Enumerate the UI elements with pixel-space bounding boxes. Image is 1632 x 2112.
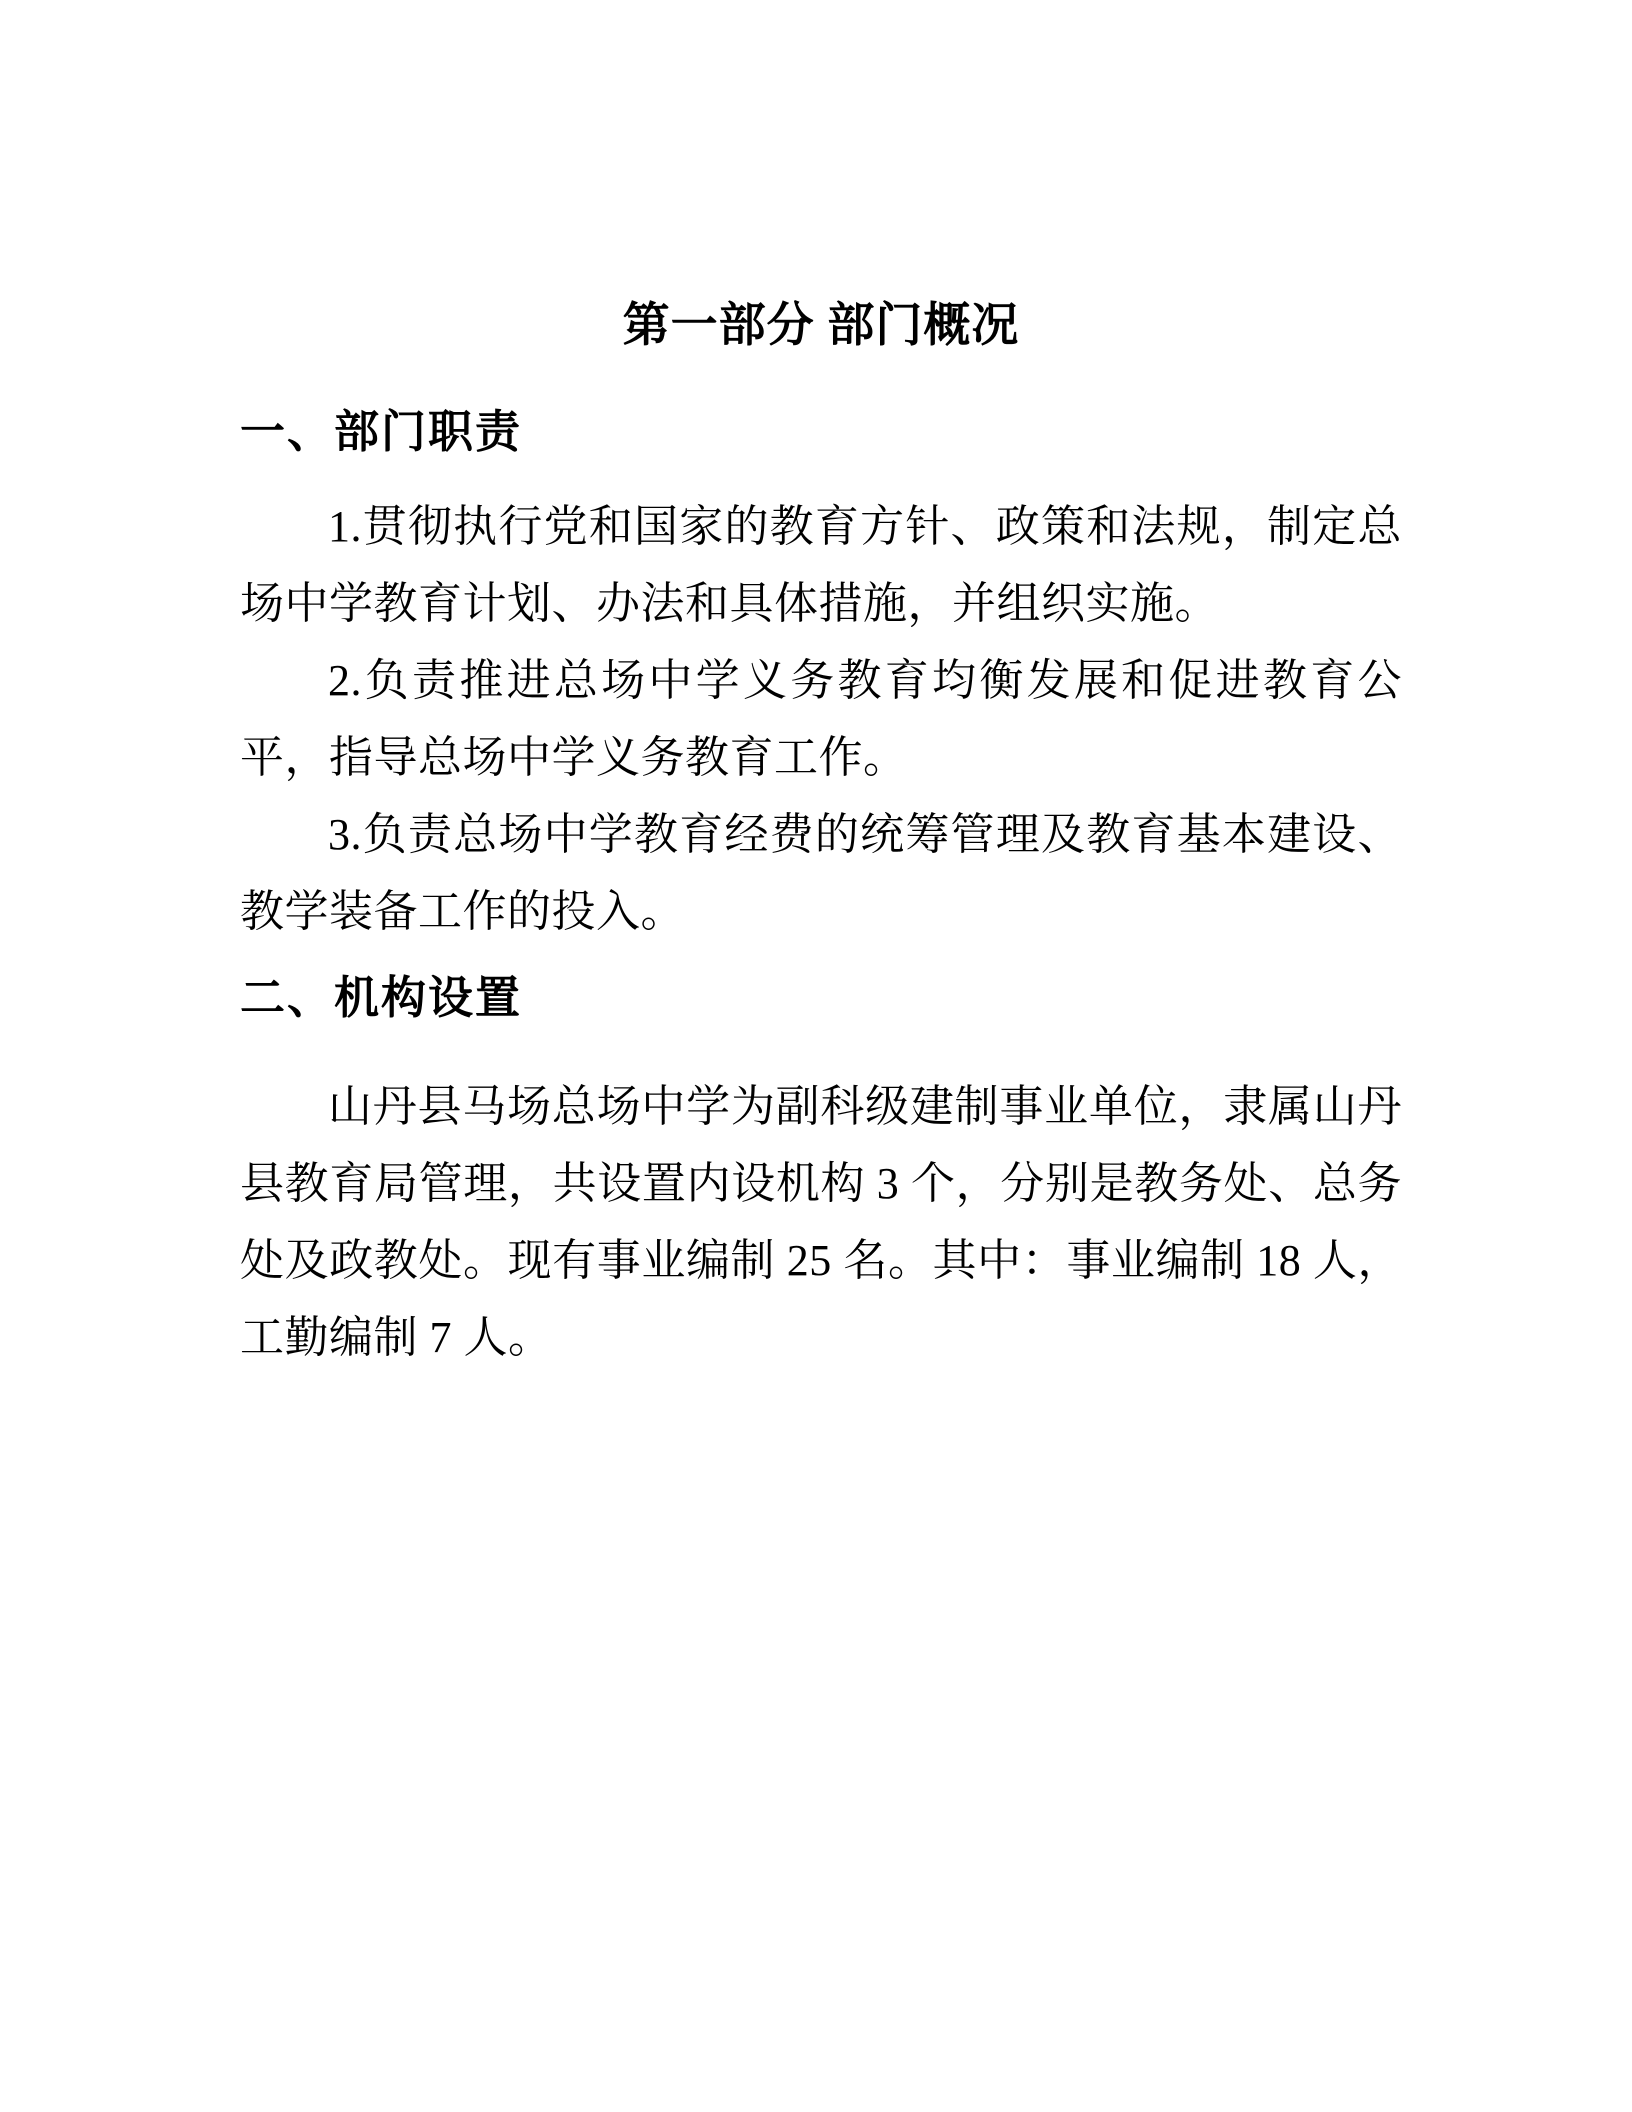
section-heading-organization: 二、机构设置 xyxy=(240,972,523,1023)
paragraph-duty-1: 1.贯彻执行党和国家的教育方针、政策和法规，制定总场中学教育计划、办法和具体措施，并组织实施。 xyxy=(240,502,1402,628)
paragraph-duty-2: 2.负责推进总场中学义务教育均衡发展和促进教育公平，指导总场中学义务教育工作。 xyxy=(240,656,1402,782)
paragraph-duty-3: 3.负责总场中学教育经费的统筹管理及教育基本建设、教学装备工作的投入。 xyxy=(240,810,1402,936)
paragraph-organization: 山丹县马场总场中学为副科级建制事业单位，隶属山丹县教育局管理，共设置内设机构 3 个，分别是教务处、总务处及政教处。现有事业编制 25 名。其中：事业编制 18 人，工勤编制 7 人。 xyxy=(240,1082,1402,1362)
section-heading-duties: 一、部门职责 xyxy=(240,406,523,457)
document-title: 第一部分 部门概况 xyxy=(622,300,1020,352)
